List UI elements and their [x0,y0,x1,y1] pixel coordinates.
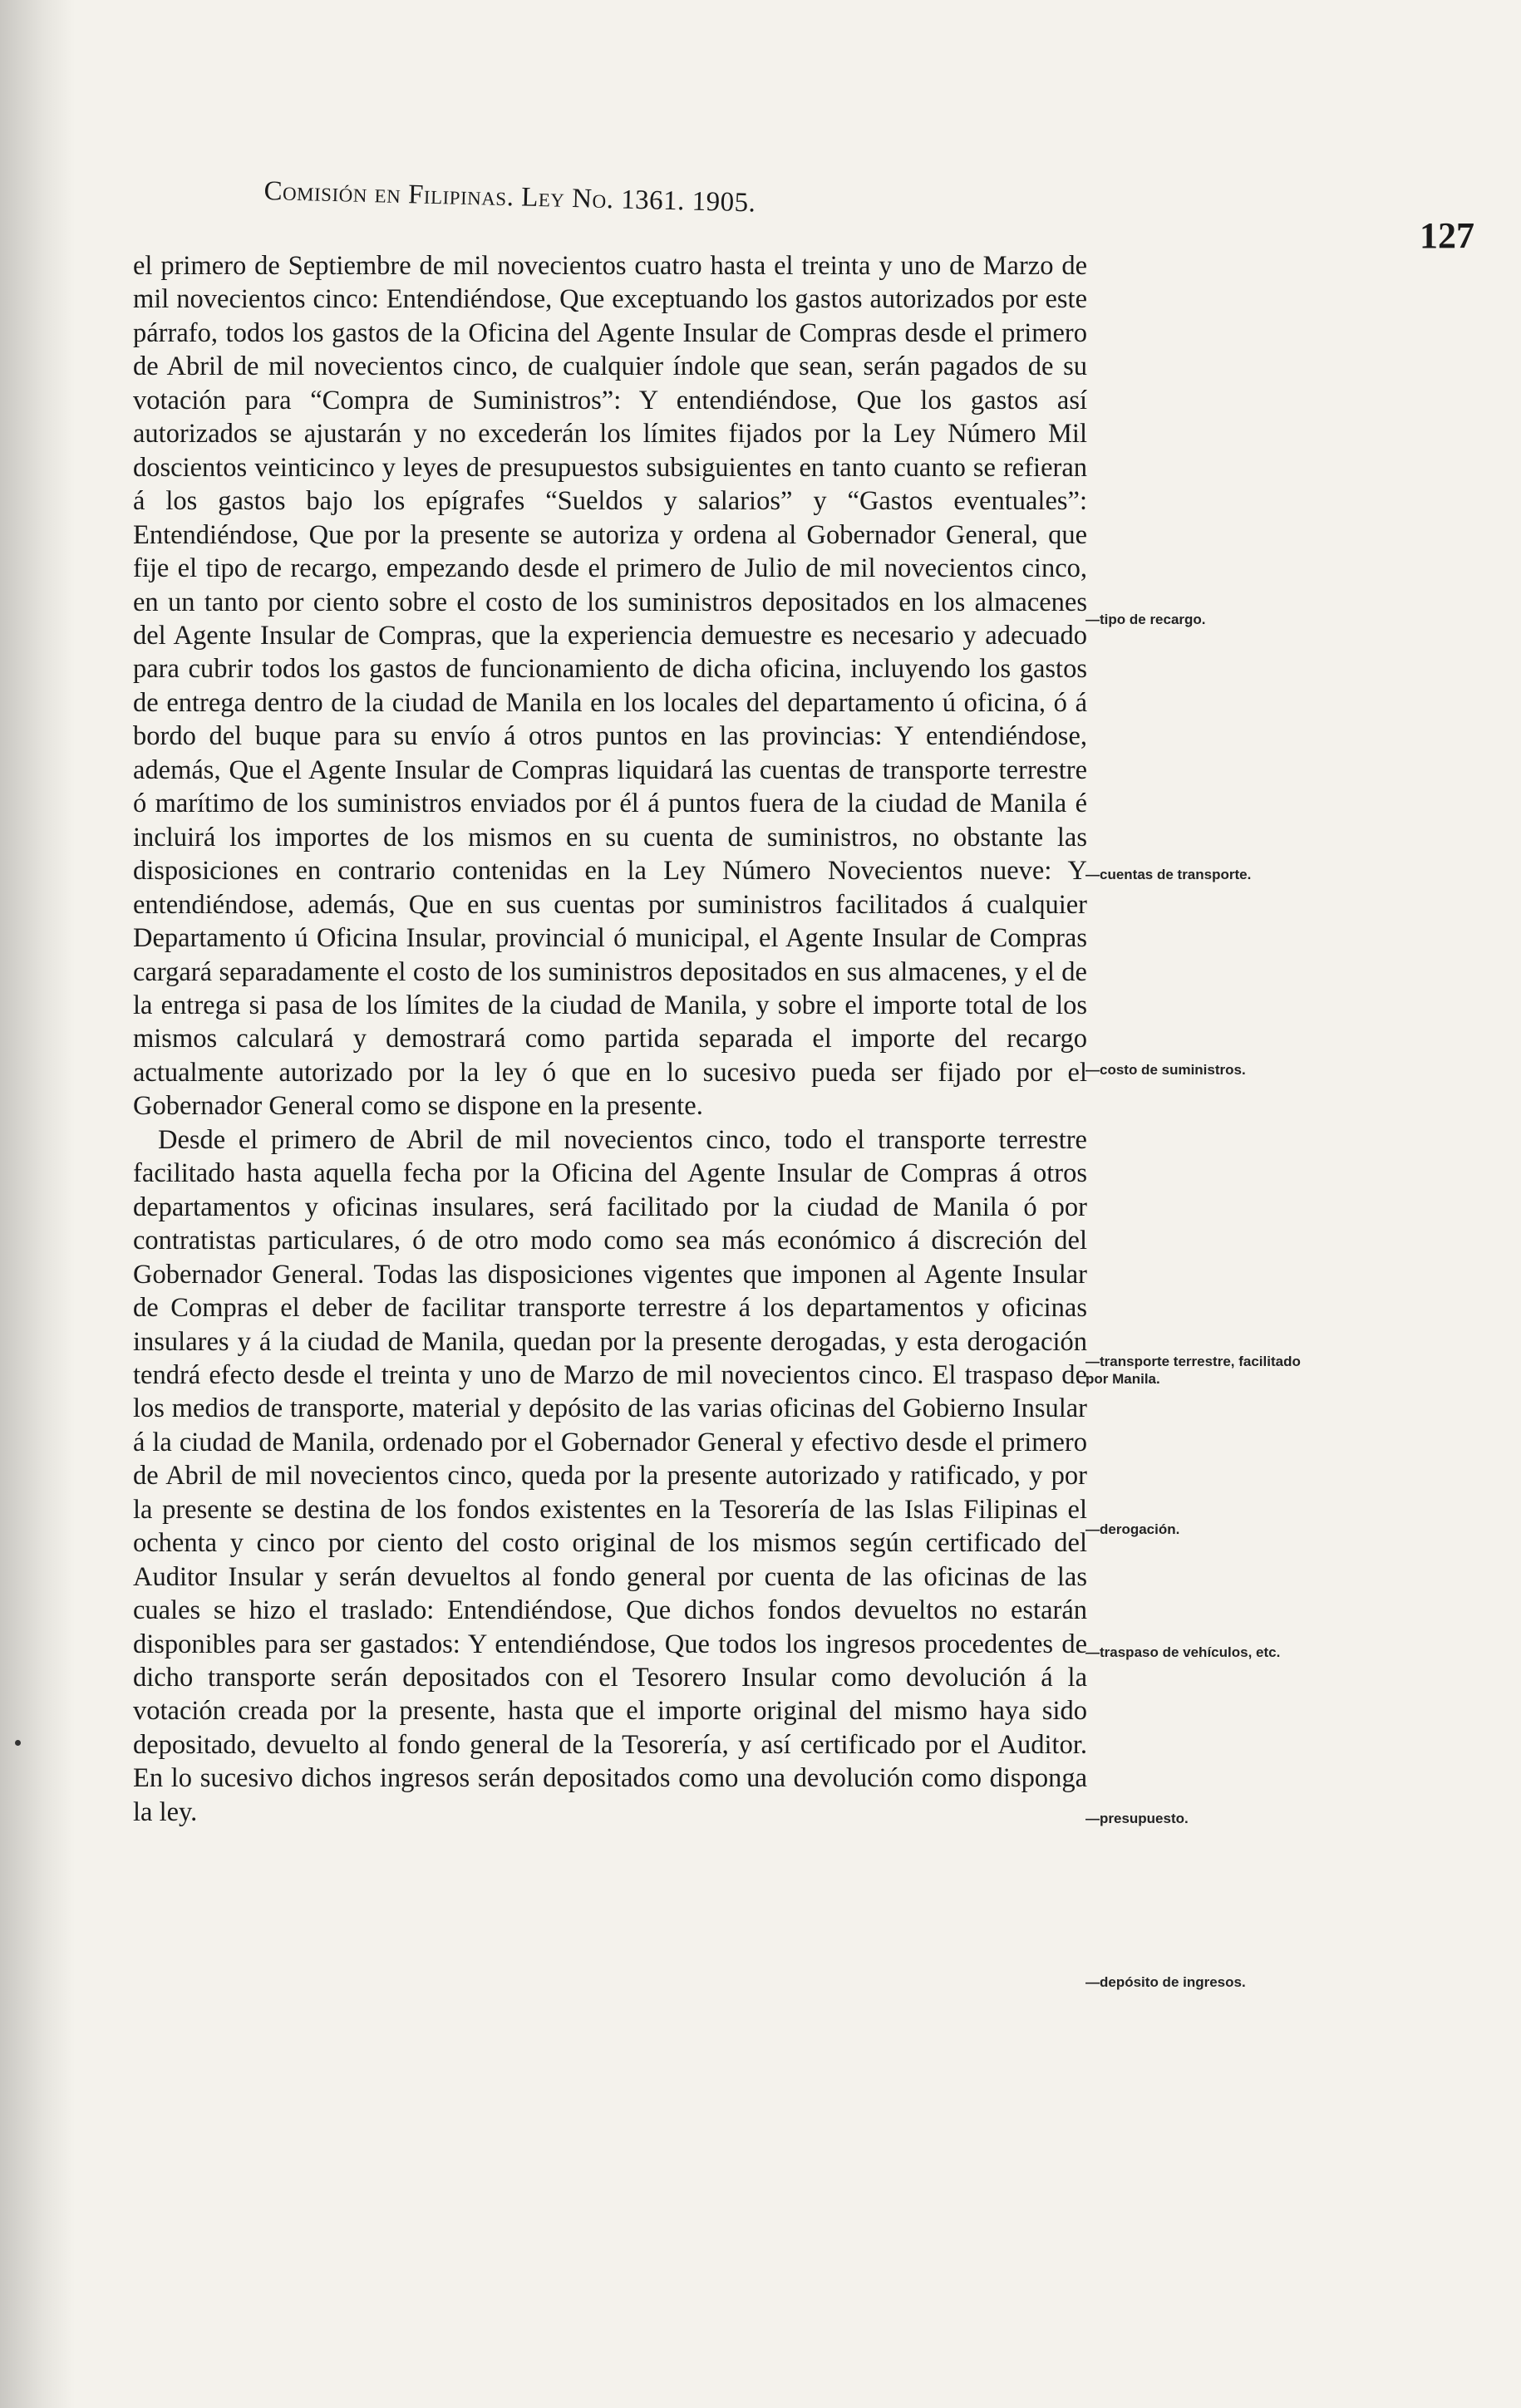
sidenote-derogacion: —derogación. [1085,1521,1180,1537]
scan-speck [15,1740,21,1746]
sidenote-cuentas-de-transporte: —cuentas de transporte. [1085,867,1252,882]
sidenote-costo-de-suministros: —costo de suministros. [1085,1062,1246,1078]
sidenote-transporte-terrestre: —transporte terrestre, facilitado por Manila. [1085,1354,1301,1388]
sidenote-traspaso-de-vehiculos: —traspaso de vehículos, etc. [1085,1644,1281,1660]
running-head: Comisión en Filipinas. Ley No. 1361. 1905. [263,176,756,219]
page-edge-shadow [0,0,75,2408]
paragraph-2: Desde el primero de Abril de mil novecientos cinco, todo el transporte terrestre facilitado hasta aquella fecha por la Oficina del Agente Insular de Compras á otros departamentos y oficinas insulares, será facilitado por la ciudad de Manila ó por contratistas particulares, ó de otro modo como sea más económico á discreción del Gobernador General. Todas las disposiciones vigentes que imponen al Agente Insular de Compras el deber de facilitar transporte terrestre á los departamentos y oficinas insulares y á la ciudad de Manila, quedan por la presente derogadas, y esta derogación tendrá efecto desde el treinta y uno de Marzo de mil novecientos cinco. El traspaso de los medios de transporte, material y depósito de las varias oficinas del Gobierno Insular á la ciudad de Manila, ordenado por el Gobernador General y efectivo desde el primero de Abril de mil novecientos cinco, queda por la presente autorizado y ratificado, y por la presente se destina de los fondos existentes en la Tesorería de las Islas Filipinas el ochenta y cinco por ciento del costo original de los mismos según certificado del Auditor Insular y serán devueltos al fondo general por cuenta de las oficinas de las cuales se hizo el traslado: Entendiéndose, Que dichos fondos devueltos no estarán disponibles para ser gastados: Y entendiéndose, Que todos los ingresos procedentes de dicho transporte serán depositados con el Tesorero Insular como devolución á la votación creada por la presente, hasta que el importe original del mismo haya sido depositado, devuelto al fondo general de la Tesorería, y así certificado por el Auditor. En lo sucesivo dichos ingresos serán depositados como una devolución como disponga la ley. [133,1124,1087,1827]
sidenote-deposito-de-ingresos: —depósito de ingresos. [1085,1974,1246,1990]
sidenote-presupuesto: —presupuesto. [1085,1811,1189,1826]
page-number: 127 [1420,215,1474,256]
sidenote-tipo-de-recargo: —tipo de recargo. [1085,612,1206,627]
body-text [133,249,1087,1829]
paragraph-1: el primero de Septiembre de mil novecientos cuatro hasta el treinta y uno de Marzo de mil novecientos cinco: Entendiéndose, Que exceptuando los gastos autorizados por este párrafo, todos los gastos de la Oficina del Agente Insular de Compras desde el primero de Abril de mil novecientos cinco, de cualquier índole que sean, serán pagados de su votación para “Compra de Suministros”: Y entendiéndose, Que los gastos así autorizados se ajustarán y no excederán los límites fijados por la Ley Número Mil doscientos veinticinco y leyes de presupuestos subsiguientes en tanto cuanto se refieran á los gastos bajo los epígrafes “Sueldos y salarios” y “Gastos eventuales”: Entendiéndose, Que por la presente se autoriza y ordena al Gobernador General, que fije el tipo de recargo, empezando desde el primero de Julio de mil novecientos cinco, en un tanto por ciento sobre el costo de los suministros depositados en los almacenes del Agente Insular de Compras, que la experiencia demuestre es necesario y adecuado para cubrir todos los gastos de funcionamiento de dicha oficina, incluyendo los gastos de entrega dentro de la ciudad de Manila en los locales del departamento ú oficina, ó á bordo del buque para su envío á otros puntos en las provincias: Y entendiéndose, además, Que el Agente Insular de Compras liquidará las cuentas de transporte terrestre ó marítimo de los suministros enviados por él á puntos fuera de la ciudad de Manila é incluirá los importes de los mismos en su cuenta de suministros, no obstante las disposiciones en contrario contenidas en la Ley Número Novecientos nueve: Y entendiéndose, además, Que en sus cuentas por suministros facilitados á cualquier Departamento ú Oficina Insular, provincial ó municipal, el Agente Insular de Compras cargará separadamente el costo de los suministros depositados en sus almacenes, y el de la entrega si pasa de los límites de la ciudad de Manila, y sobre el importe total de los mismos calculará y demostrará como partida separada el importe del recargo actualmente autorizado por la ley ó que en lo sucesivo pueda ser fijado por el Gobernador General como se dispone en la presente. [133,251,1087,1122]
